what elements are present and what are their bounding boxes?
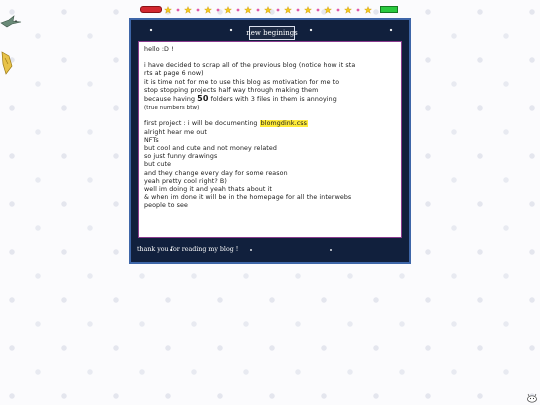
folders-prefix: because having <box>144 96 198 104</box>
paragraph-gap <box>144 112 396 120</box>
project-link[interactable]: blomgdink.css <box>260 120 308 128</box>
post-text-line <box>144 95 396 104</box>
post-text-line: well im doing it and yeah thats about it <box>144 186 272 194</box>
small-critter-icon <box>526 393 538 403</box>
project-prefix: first project : i will be documenting <box>144 120 260 128</box>
post-text-line: and they change every day for some reason <box>144 169 288 177</box>
paragraph-gap <box>144 54 396 62</box>
post-text-line: it is time not for me to use this blog as motivation for me to <box>144 78 340 86</box>
post-text-line: NFTs <box>144 136 159 144</box>
post-greeting: hello :D ! <box>144 46 174 53</box>
blog-post-body <box>138 41 402 238</box>
red-pill-decoration <box>140 6 162 13</box>
post-text-line: yeah pretty cool right? B) <box>144 177 227 185</box>
post-text-line: but cute <box>144 161 172 169</box>
post-text-line <box>144 120 396 128</box>
post-text-line: so just funny drawings <box>144 153 218 161</box>
post-aside: (true numbers btw) <box>144 105 200 112</box>
top-decoration-strip <box>140 6 400 14</box>
post-text-line: but cool and cute and not money related <box>144 145 277 153</box>
star-garland-icon <box>164 6 378 14</box>
folders-suffix: folders with 3 files in them is annoying <box>208 96 337 104</box>
post-text-line: & when im done it will be in the homepage for all the interwebs <box>144 194 352 202</box>
folders-number: 50 <box>197 94 209 104</box>
post-text-line: i have decided to scrap all of the previous blog (notice how it sta <box>144 62 356 70</box>
blog-frame <box>129 18 411 264</box>
green-pill-decoration <box>380 6 398 13</box>
hanging-decoration-icon <box>0 50 14 76</box>
post-text-line: alright hear me out <box>144 128 207 136</box>
post-text-line: people to see <box>144 202 188 210</box>
blog-footer-text: thank you for reading my blog ! <box>137 246 239 253</box>
post-title-button[interactable]: new beginings <box>249 26 295 40</box>
flying-bird-icon <box>0 14 22 28</box>
post-text-line: stop stopping projects half way through making them <box>144 86 319 94</box>
post-text-line: rts at page 6 now) <box>144 70 204 78</box>
